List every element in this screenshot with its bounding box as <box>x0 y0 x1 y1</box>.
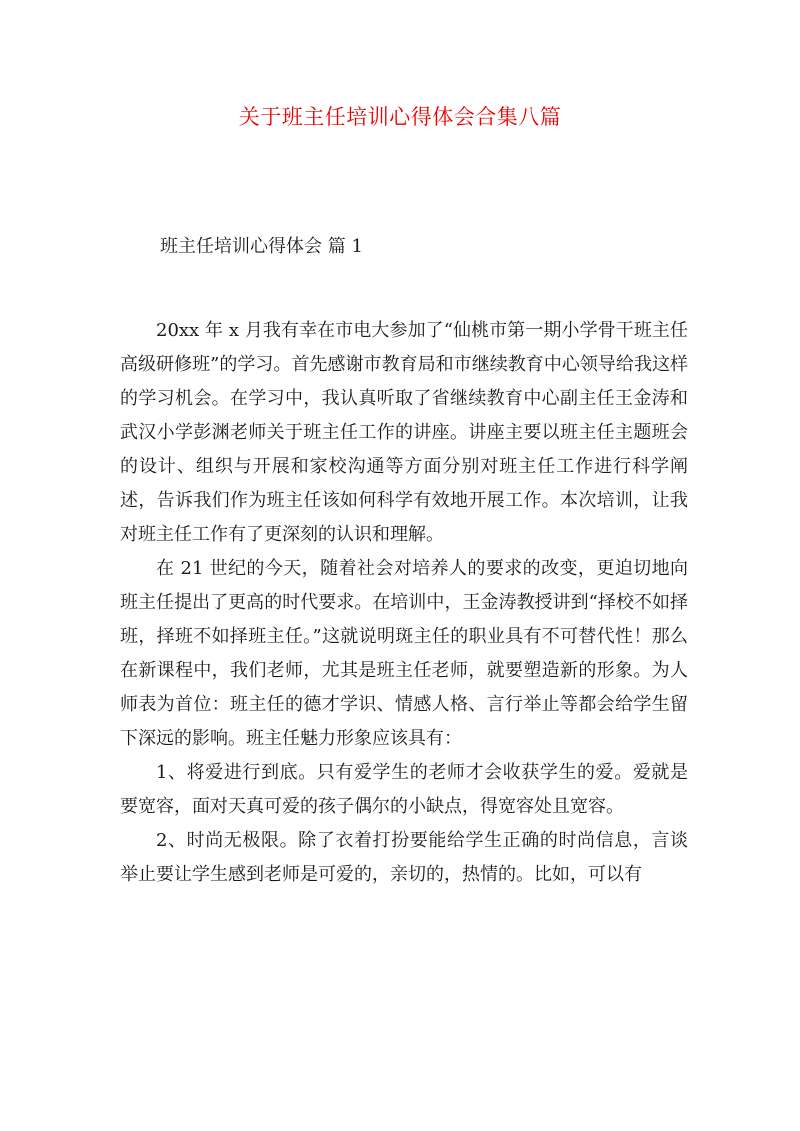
document-body <box>120 314 688 892</box>
paragraph-1: 20xx 年 x 月我有幸在市电大参加了“仙桃市第一期小学骨干班主任高级研修班”的学习。首先感谢市教育局和市继续教育中心领导给我这样的学习机会。在学习中，我认真听取了省继续教育中心副主任王金涛和武汉小学彭渊老师关于班主任工作的讲座。讲座主要以班主任主题班会的设计、组织与开展和家校沟通等方面分别对班主任工作进行科学阐述，告诉我们作为班主任该如何科学有效地开展工作。本次培训，让我对班主任工作有了更深刻的认识和理解。 <box>120 320 688 545</box>
paragraph-3: 1、将爱进行到底。只有爱学生的老师才会收获学生的爱。爱就是要宽容，面对天真可爱的孩子偶尔的小缺点，得宽容处且宽容。 <box>120 762 688 817</box>
document-title: 关于班主任培训心得体会合集八篇 <box>238 105 562 129</box>
paragraph-4: 2、时尚无极限。除了衣着打扮要能给学生正确的时尚信息，言谈举止要让学生感到老师是可爱的，亲切的，热情的。比如，可以有 <box>120 830 688 885</box>
section-heading: 班主任培训心得体会 篇 1 <box>160 236 363 257</box>
paragraph-2: 在 21 世纪的今天，随着社会对培养人的要求的改变，更迫切地向班主任提出了更高的时代要求。在培训中，王金涛教授讲到“择校不如择班，择班不如择班主任。”这就说明斑主任的职业具有不可替代性！那么在新课程中，我们老师，尤其是班主任老师，就要塑造新的形象。为人师表为首位：班主任的德才学识、情感人格、言行举止等都会给学生留下深远的影响。班主任魅力形象应该具有： <box>120 558 688 749</box>
